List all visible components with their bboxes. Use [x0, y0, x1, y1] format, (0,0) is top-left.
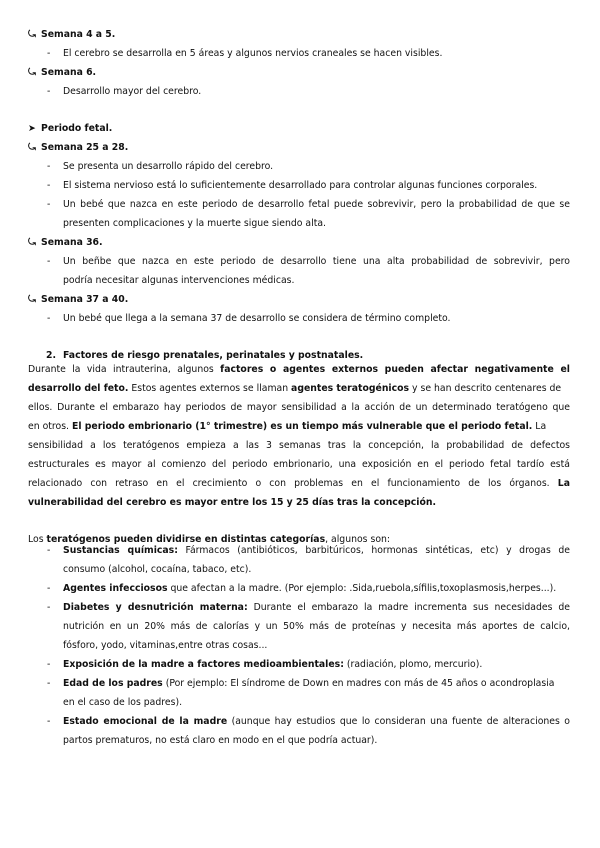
bullet-dash: -	[47, 659, 51, 670]
week-36-heading: ⤿ Semana 36.	[28, 237, 103, 248]
list-item: Un beñbe que nazca en este periodo de desarrollo tiene una alta probabilidad de sobrevivir, pero	[63, 256, 570, 267]
bullet-dash: -	[47, 602, 51, 613]
list-item-continuation: consumo (alcohol, cocaína, tabaco, etc).	[63, 564, 252, 575]
bullet-dash: -	[47, 161, 51, 172]
bullet-dash: -	[47, 180, 51, 191]
bullet-dash: -	[47, 199, 51, 210]
list-item-continuation: en el caso de los padres).	[63, 697, 183, 708]
bullet-dash: -	[47, 86, 51, 97]
bullet-dash: -	[47, 256, 51, 267]
check-arrow-icon: ⤿	[28, 237, 36, 248]
paragraph-line: estructurales es mayor al comienzo del periodo embrionario, una exposición en el periodo fetal tardío está	[28, 459, 570, 470]
list-item-continuation: presenten complicaciones y la muerte sigue siendo alta.	[63, 218, 326, 229]
list-item: Edad de los padres (Por ejemplo: El síndrome de Down en madres con más de 45 años o acondroplasia	[63, 678, 555, 689]
list-item: Se presenta un desarrollo rápido del cerebro.	[63, 161, 274, 172]
list-item: Un bebé que llega a la semana 37 de desarrollo se considera de término completo.	[63, 313, 451, 324]
week-6-heading: ⤿ Semana 6.	[28, 67, 97, 78]
list-item: Exposición de la madre a factores medioambientales: (radiación, plomo, mercurio).	[63, 659, 483, 670]
bullet-dash: -	[47, 545, 51, 556]
list-item-continuation: partos prematuros, no está claro en modo en el que podría actuar).	[63, 735, 378, 746]
paragraph-line: sensibilidad a los teratógenos empieza a las 3 semanas tras la concepción, la probabilidad de defectos	[28, 440, 570, 451]
bullet-dash: -	[47, 313, 51, 324]
paragraph-line: desarrollo del feto. Estos agentes externos se llaman agentes teratogénicos y se han descrito centenares de	[28, 383, 562, 394]
paragraph-line: en otros. El periodo embrionario (1° trimestre) es un tiempo más vulnerable que el periodo fetal. La	[28, 421, 547, 432]
fetal-period-heading: ➤ Periodo fetal.	[28, 123, 113, 134]
check-arrow-icon: ⤿	[28, 294, 36, 305]
list-item: Desarrollo mayor del cerebro.	[63, 86, 202, 97]
arrowhead-icon: ➤	[28, 123, 36, 134]
list-item: Un bebé que nazca en este periodo de desarrollo fetal puede sobrevivir, pero la probabilidad de que se	[63, 199, 570, 210]
paragraph-line: ellos. Durante el embarazo hay periodos de mayor sensibilidad a la acción de un determinado teratógeno que	[28, 402, 570, 413]
list-item-continuation: podría necesitar algunas intervenciones médicas.	[63, 275, 295, 286]
bullet-dash: -	[47, 678, 51, 689]
paragraph-line: relacionado con retraso en el crecimiento o con problemas en el funcionamiento de los órganos. La	[28, 478, 570, 489]
check-arrow-icon: ⤿	[28, 67, 36, 78]
week-37-40-heading: ⤿ Semana 37 a 40.	[28, 294, 129, 305]
check-arrow-icon: ⤿	[28, 29, 36, 40]
list-item: Sustancias químicas: Fármacos (antibióticos, barbitúricos, hormonas sintéticas, etc) y drogas de	[63, 545, 571, 556]
check-arrow-icon: ⤿	[28, 142, 36, 153]
list-item: Agentes infecciosos que afectan a la madre. (Por ejemplo: .Sida,ruebola,sífilis,toxoplasmosis,herpes...).	[63, 583, 557, 594]
list-item-continuation: fósforo, yodo, vitaminas,entre otras cosas...	[63, 640, 268, 651]
paragraph-line: vulnerabilidad del cerebro es mayor entre los 15 y 25 días tras la concepción.	[28, 497, 437, 508]
bullet-dash: -	[47, 716, 51, 727]
week-4-5-heading: ⤿ Semana 4 a 5.	[28, 29, 116, 40]
list-item-continuation: nutrición en un 20% más de calorías y un 50% más de proteínas y necesita más aportes de calcio,	[63, 621, 570, 632]
bullet-dash: -	[47, 583, 51, 594]
bullet-dash: -	[47, 48, 51, 59]
week-25-28-heading: ⤿ Semana 25 a 28.	[28, 142, 129, 153]
section-title: 2. Factores de riesgo prenatales, perinatales y postnatales.	[46, 350, 364, 361]
list-item: El sistema nervioso está lo suficientemente desarrollado para controlar algunas funciones corporales.	[63, 180, 538, 191]
list-item: El cerebro se desarrolla en 5 áreas y algunos nervios craneales se hacen visibles.	[63, 48, 443, 59]
teratogens-intro: Los teratógenos pueden dividirse en distintas categorías, algunos son:	[28, 534, 391, 545]
list-item: Estado emocional de la madre (aunque hay estudios que lo consideran una fuente de alteraciones o	[63, 716, 570, 727]
paragraph-line: Durante la vida intrauterina, algunos factores o agentes externos pueden afectar negativamente el	[28, 364, 570, 375]
list-item: Diabetes y desnutrición materna: Durante el embarazo la madre incrementa sus necesidades de	[63, 602, 571, 613]
